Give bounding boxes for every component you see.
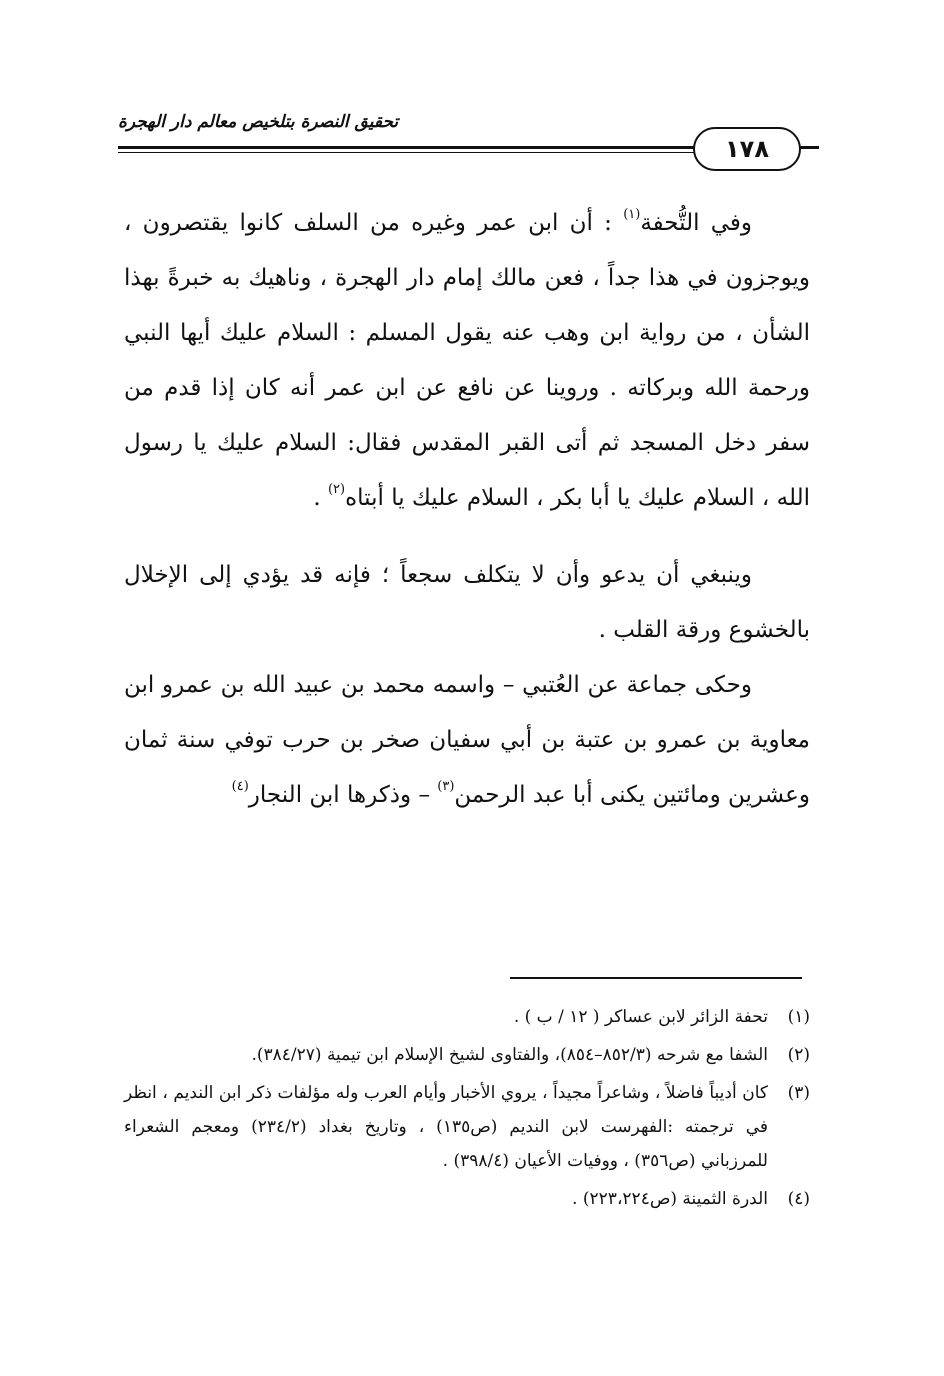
footnotes	[124, 1000, 810, 1220]
footnote-separator	[510, 977, 802, 979]
page-number: ١٧٨	[725, 135, 769, 163]
running-header-title: تحقيق النصرة بتلخيص معالم دار الهجرة	[118, 112, 399, 132]
footnote-3	[124, 1076, 810, 1178]
footnote-ref-3: (٣)	[437, 779, 455, 794]
header-rule-thin	[118, 152, 698, 153]
footnote-ref-2: (٢)	[327, 482, 346, 497]
paragraph-3-text-b: – وذكرها ابن النجار	[248, 782, 438, 808]
footnote-number: (١)	[787, 1007, 810, 1027]
paragraph-2: وينبغي أن يدعو وأن لا يتكلف سجعاً ؛ فإنه قد يؤدي إلى الإخلال بالخشوع ورقة القلب .	[124, 562, 810, 643]
footnote-text: كان أديباً فاضلاً ، وشاعراً مجيداً ، يروي الأخبار وأيام العرب وله مؤلفات ذكر ابن النديم ، انظر في ترجمته :الفهرست لابن النديم (ص١٣٥) ، وتاريخ بغداد (٢٣٤/٢) ومعجم الشعراء للمرزباني (ص٣٥٦) ، ووفيات الأعيان (٣٩٨/٤) .	[124, 1083, 768, 1171]
footnote-text: تحفة الزائر لابن عساكر ( ١٢ / ب ) .	[513, 1007, 768, 1027]
footnote-number: (٢)	[787, 1045, 810, 1065]
paragraph-1	[124, 196, 810, 526]
footnote-4	[124, 1182, 810, 1216]
footnote-text: الشفا مع شرحه (٨٥٢/٣–٨٥٤)، والفتاوى لشيخ الإسلام ابن تيمية (٣٨٤/٢٧).	[251, 1045, 768, 1065]
paragraph-1-text-c: .	[313, 485, 328, 511]
footnote-ref-4: (٤)	[231, 779, 249, 794]
paragraph-3-text-a: وحكى جماعة عن العُتبي – واسمه محمد بن عبيد الله بن عمرو ابن معاوية بن عمرو بن عتبة بن أبي سفيان صخر بن حرب توفي سنة ثمان وعشرين ومائتين يكنى أبا عبد الرحمن	[124, 672, 810, 808]
footnote-ref-1: (١)	[623, 207, 641, 222]
footnote-1	[124, 1000, 810, 1034]
footnote-number: (٤)	[787, 1189, 810, 1209]
main-text	[124, 196, 810, 823]
paragraph-1-text-b: : أن ابن عمر وغيره من السلف كانوا يقتصرون ، ويوجزون في هذا جداً ، فعن مالك إمام دار الهجرة ، وناهيك به خبرةً بهذا الشأن ، من رواية ابن وهب عنه يقول المسلم : السلام عليك أيها النبي ورحمة الله وبركاته . وروينا عن نافع عن ابن عمر أنه كان إذا قدم من سفر دخل المسجد ثم أتى القبر المقدس فقال: السلام عليك يا رسول الله ، السلام عليك يا أبا بكر ، السلام عليك يا أبتاه	[124, 210, 810, 511]
paragraph-3	[124, 658, 810, 823]
footnote-number: (٣)	[787, 1083, 810, 1103]
paragraph-1-text-a: وفي التُّحفة	[640, 210, 752, 236]
footnote-2	[124, 1038, 810, 1072]
page-number-badge	[693, 127, 801, 171]
footnote-text: الدرة الثمينة (ص٢٢٣،٢٢٤) .	[572, 1189, 768, 1209]
